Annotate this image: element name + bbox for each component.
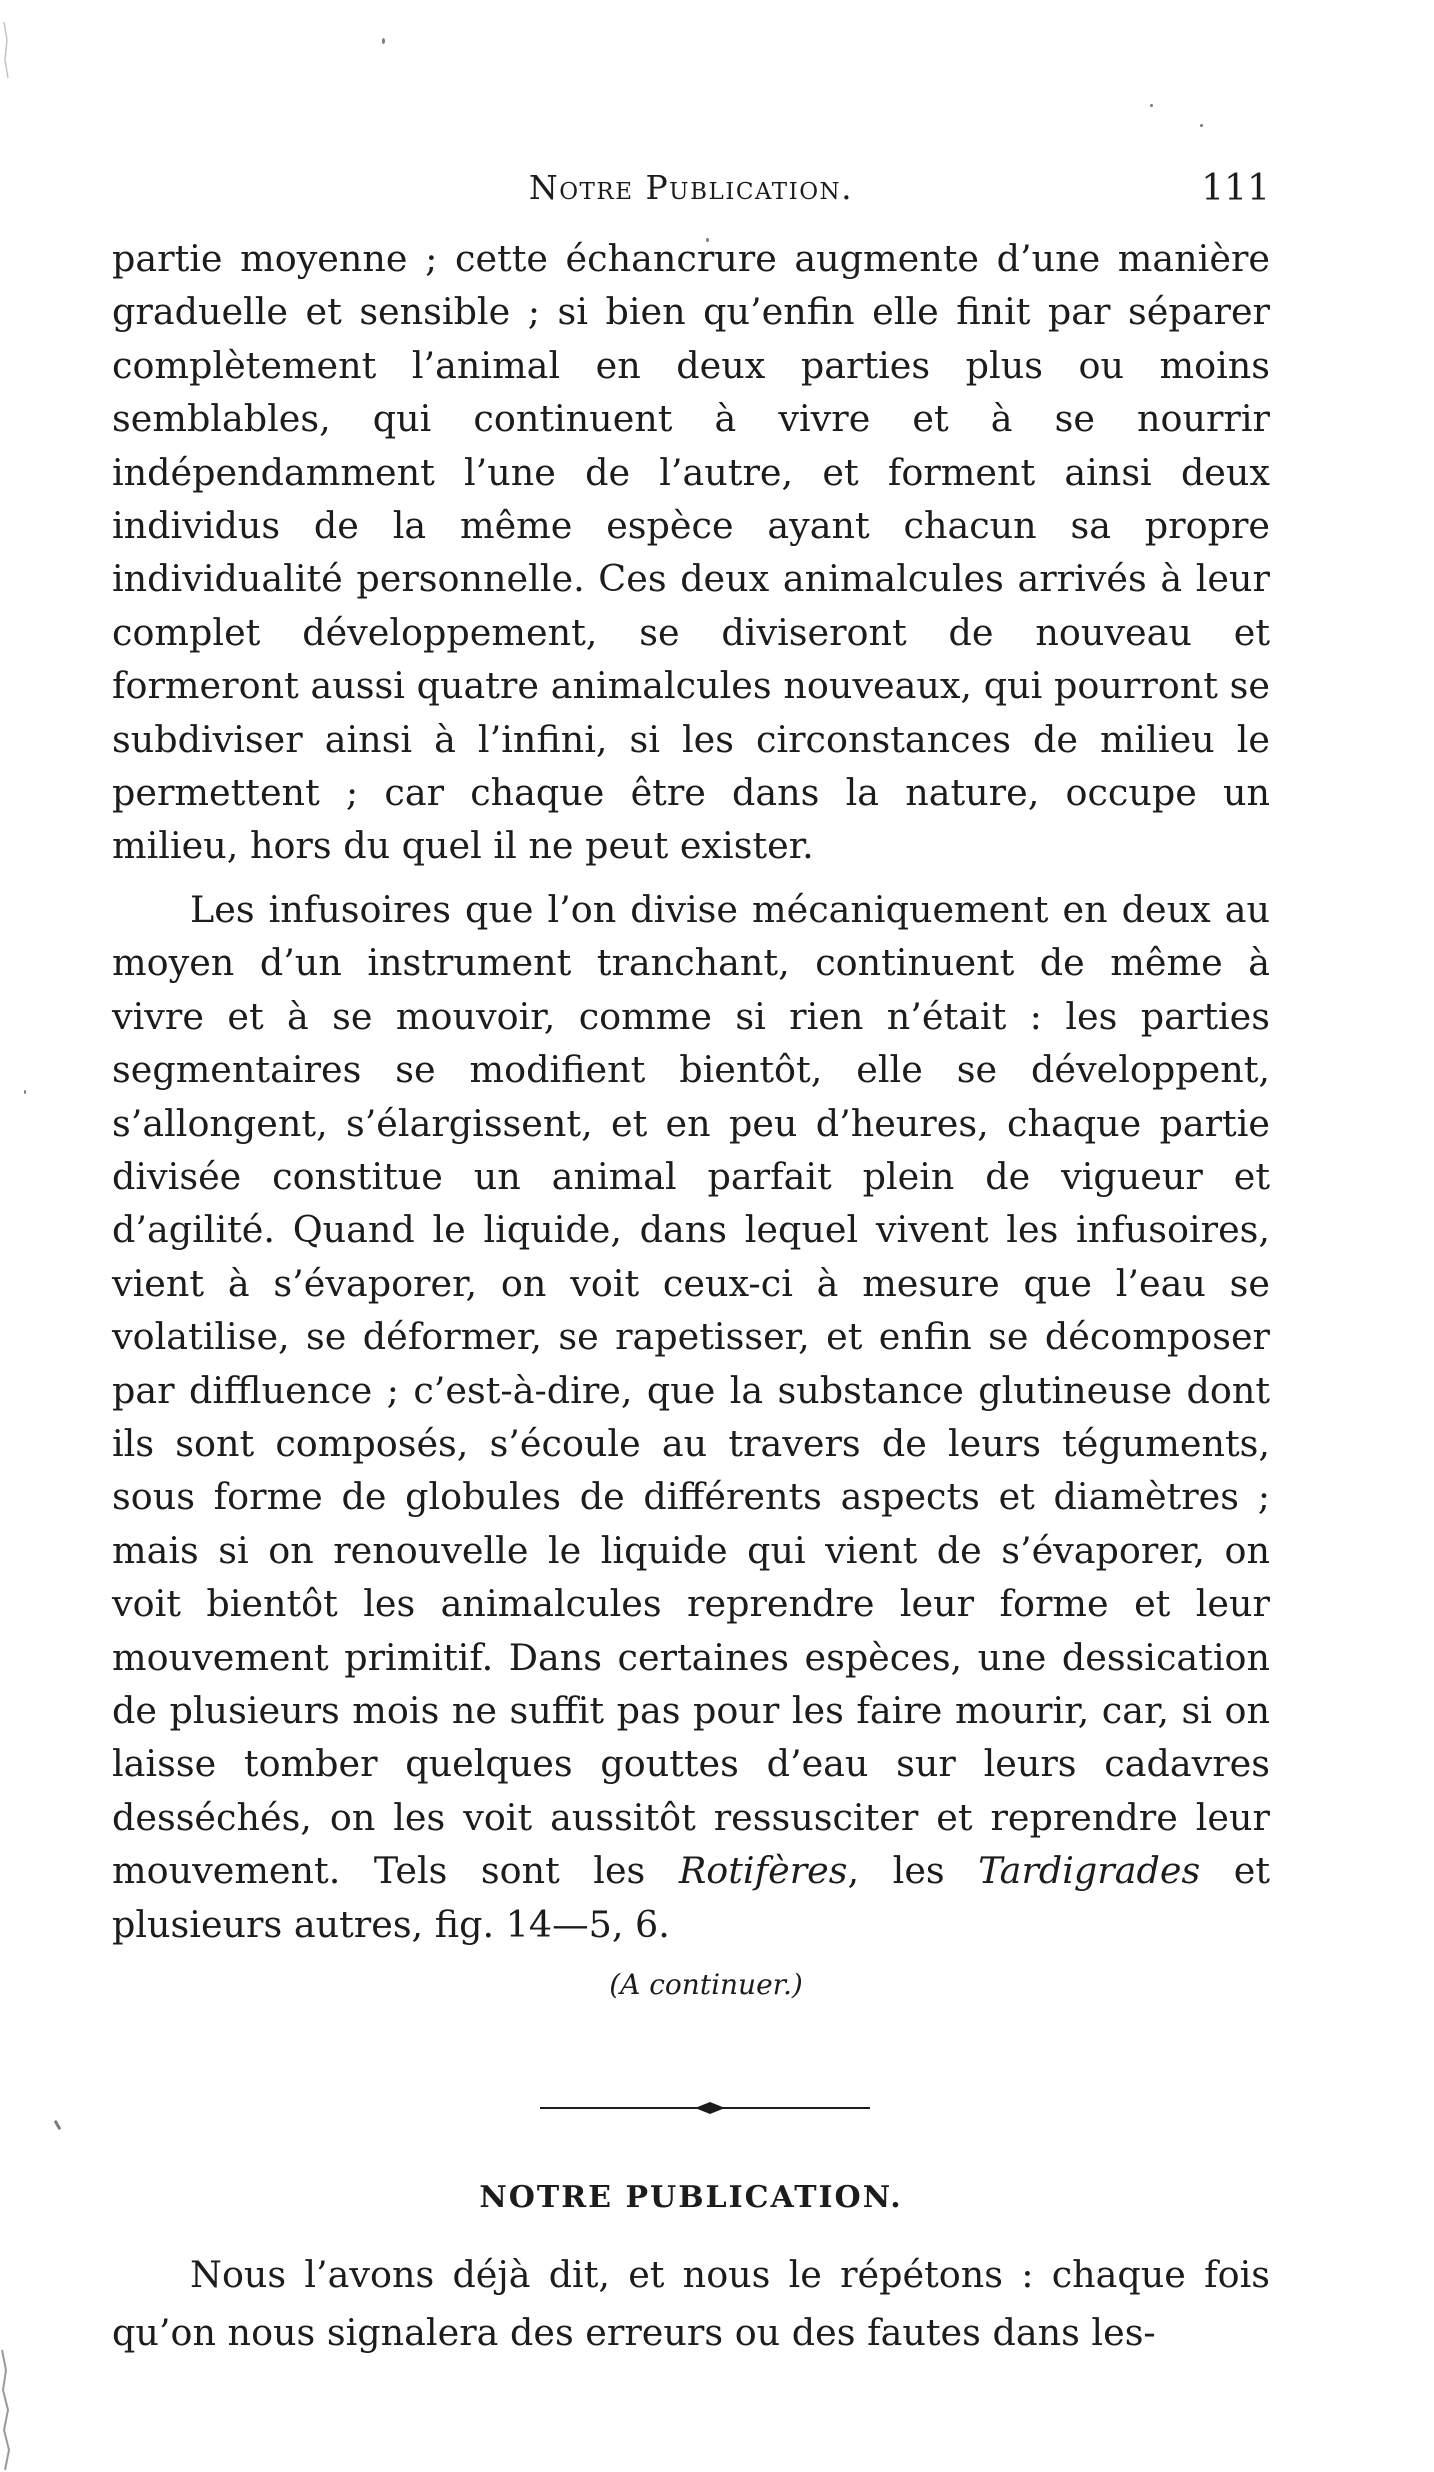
scan-speck [1200, 124, 1203, 127]
article-body [112, 232, 1270, 2005]
page-number: 111 [1201, 168, 1270, 209]
running-title: Notre Publication. [528, 168, 854, 207]
section-heading: NOTRE PUBLICATION. [479, 2180, 903, 2215]
italic-term: Tardigrades [978, 1849, 1201, 1893]
paragraph: Nous l’avons déjà dit, et nous le répétons : chaque fois qu’on nous signalera des erreurs ou des fautes dans les- [112, 2253, 1270, 2354]
scan-speck [24, 1090, 26, 1094]
scan-speck [382, 38, 385, 44]
paragraph [112, 883, 1270, 1951]
running-head [112, 168, 1270, 224]
scan-edge-noise [0, 2340, 22, 2472]
separator-ornament [540, 2098, 870, 2118]
paragraph-text: et plusieurs autres, fig. 14—5, 6. [112, 1849, 1270, 1946]
italic-term: Rotifères [678, 1849, 848, 1893]
continuation-note: (A continuer.) [609, 1968, 803, 2001]
scan-edge-noise [0, 20, 22, 80]
paragraph: partie moyenne ; cette échancrure augmente d’une manière graduelle et sensible ; si bien qu’enfin elle finit par séparer complètement l’animal en deux parties plus ou moins semblables, qui continuent à vivre et à se nourrir indépendamment l’une de l’autre, et forment ainsi deux individus de la même espèce ayant chacun sa propre individualité personnelle. Ces deux animalcules arrivés à leur complet développement, se diviseront de nouveau et formeront aussi quatre animalcules nouveaux, qui pourront se subdiviser ainsi à l’infini, si les circonstances de milieu le permettent ; car chaque être dans la nature, occupe un milieu, hors du quel il ne peut exister. [112, 237, 1270, 868]
section-body [112, 2246, 1270, 2362]
scan-speck [1150, 104, 1153, 107]
scan-speck [54, 2120, 62, 2130]
paragraph-text: , les [847, 1849, 979, 1893]
paragraph-text: Les infusoires que l’on divise mécaniquement en deux au moyen d’un instrument tranchant, continuent de même à vivre et à se mouvoir, comme si rien n’était : les parties segmentaires se modifient bientôt, elle se développent, s’allongent, s’élargissent, et en peu d’heures, chaque partie divisée constitue un animal parfait plein de vigueur et d’agilité. Quand le liquide, dans lequel vivent les infusoires, vient à s’évaporer, on voit ceux-ci à mesure que l’eau se volatilise, se déformer, se rapetisser, et enfin se décomposer par diffluence ; c’est-à-dire, que la substance glutineuse dont ils sont composés, s’écoule au travers de leurs téguments, sous forme de globules de différents aspects et diamètres ; mais si on renouvelle le liquide qui vient de s’évaporer, on voit bientôt les animalcules reprendre leur forme et leur mouvement primitif. Dans certaines espèces, une dessication de plusieurs mois ne suffit pas pour les faire mourir, car, si on laisse tomber quelques gouttes d’eau sur leurs cadavres desséchés, on les voit aussitôt ressusciter et reprendre leur mouvement. Tels sont les [112, 887, 1270, 1893]
